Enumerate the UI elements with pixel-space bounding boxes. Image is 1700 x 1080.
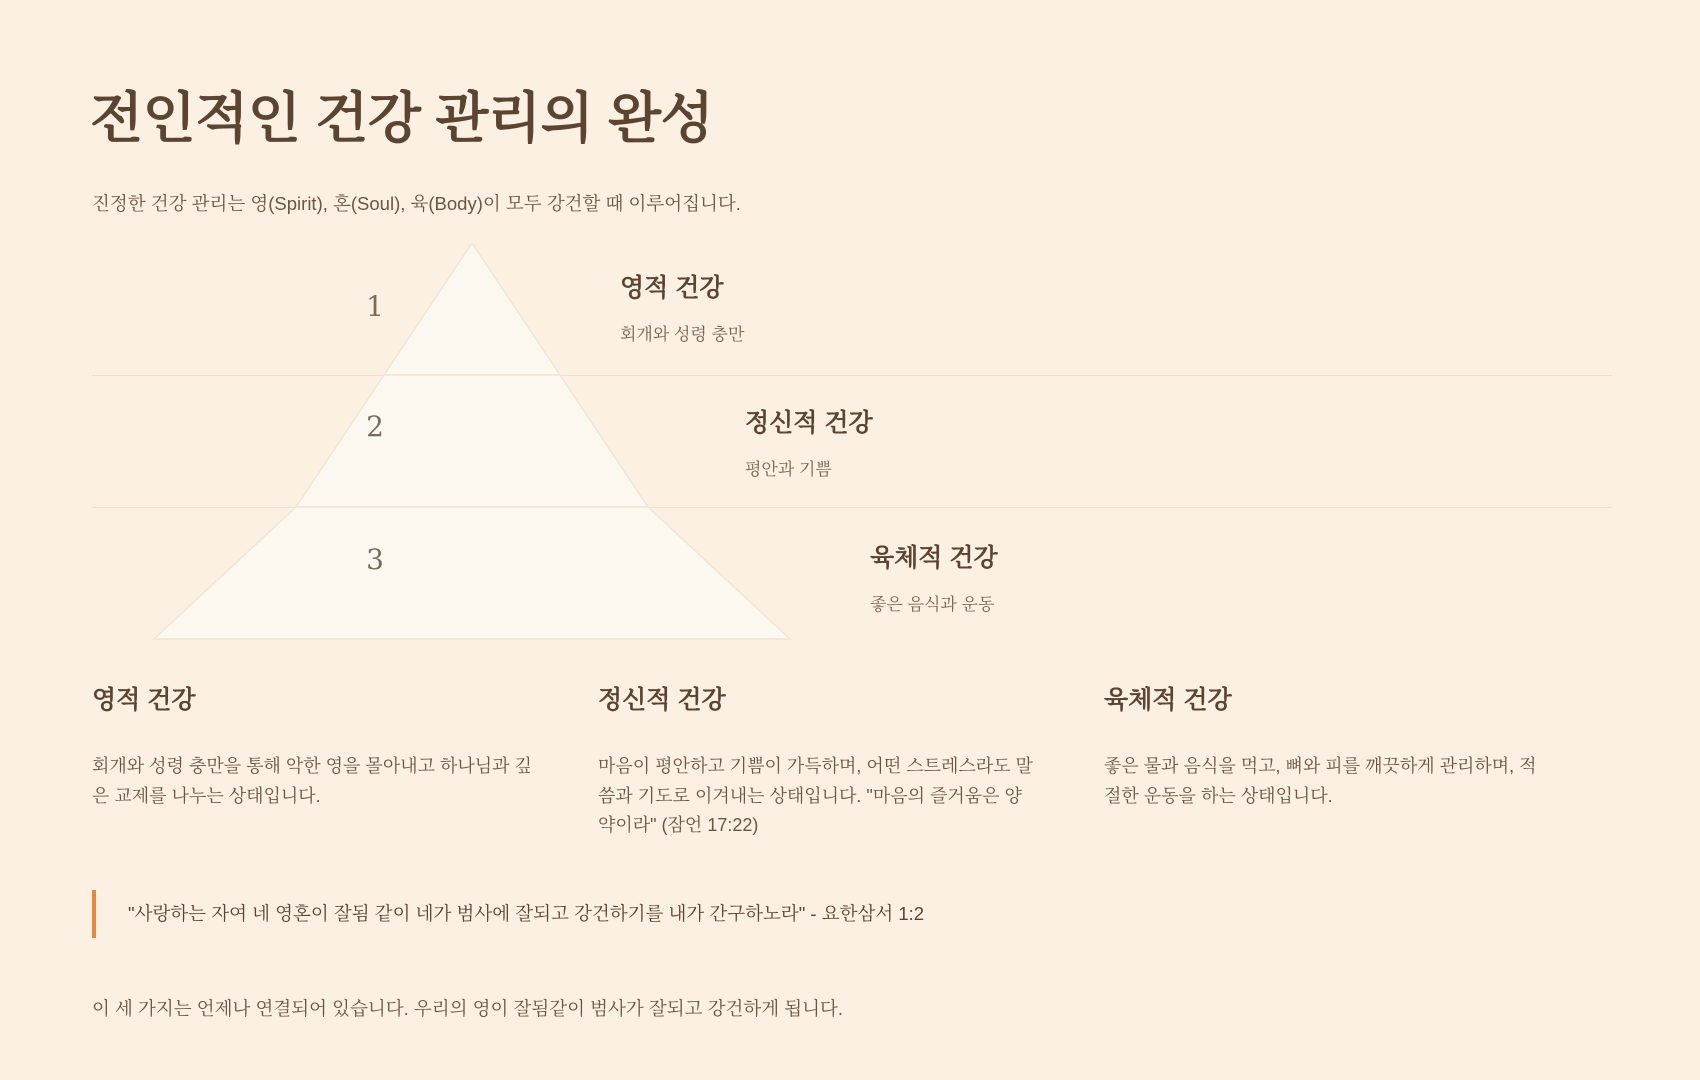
scripture-quote: "사랑하는 자여 네 영혼이 잘됨 같이 네가 범사에 잘되고 강건하기를 내가 간구하노라" - 요한삼서 1:2 bbox=[92, 890, 1542, 938]
tier-label-physical-desc: 좋은 음식과 운동 bbox=[870, 595, 995, 614]
card-spiritual-body: 회개와 성령 충만을 통해 악한 영을 몰아내고 하나님과 깊은 교제를 나누는 상태입니다. bbox=[92, 756, 532, 806]
tier-label-spiritual bbox=[620, 268, 744, 345]
detail-cards bbox=[92, 680, 1612, 841]
card-mental bbox=[598, 680, 1104, 841]
card-physical-body: 좋은 물과 음식을 먹고, 뼈와 피를 깨끗하게 관리하며, 적절한 운동을 하는 상태입니다. bbox=[1104, 756, 1537, 806]
card-spiritual bbox=[92, 680, 598, 841]
tier-label-spiritual-desc: 회개와 성령 충만 bbox=[620, 325, 745, 344]
card-physical bbox=[1104, 680, 1610, 841]
tier-label-mental-desc: 평안과 기쁨 bbox=[745, 460, 832, 479]
page-title: 전인적인 건강 관리의 완성 bbox=[90, 86, 714, 149]
tier-number-2: 2 bbox=[366, 410, 384, 443]
card-mental-body: 마음이 평안하고 기쁨이 가득하며, 어떤 스트레스라도 말씀과 기도로 이겨내는 상태입니다. "마음의 즐거움은 양약이라" (잠언 17:22) bbox=[598, 756, 1033, 836]
tier-number-3: 3 bbox=[366, 543, 384, 576]
card-physical-title: 육체적 건강 bbox=[1104, 686, 1232, 714]
tier-label-physical bbox=[870, 538, 998, 615]
closing-note: 이 세 가지는 언제나 연결되어 있습니다. 우리의 영이 잘됨같이 범사가 잘되고 강건하게 됩니다. bbox=[92, 998, 844, 1019]
tier-label-spiritual-name: 영적 건강 bbox=[620, 274, 724, 302]
tier-label-mental bbox=[745, 403, 873, 480]
page-subtitle: 진정한 건강 관리는 영(Spirit), 혼(Soul), 육(Body)이 모두 강건할 때 이루어집니다. bbox=[92, 193, 741, 214]
tier-label-mental-name: 정신적 건강 bbox=[745, 409, 873, 437]
tier-number-1: 1 bbox=[366, 290, 384, 323]
card-mental-title: 정신적 건강 bbox=[598, 686, 726, 714]
tier-label-physical-name: 육체적 건강 bbox=[870, 544, 998, 572]
card-spiritual-title: 영적 건강 bbox=[92, 686, 196, 714]
